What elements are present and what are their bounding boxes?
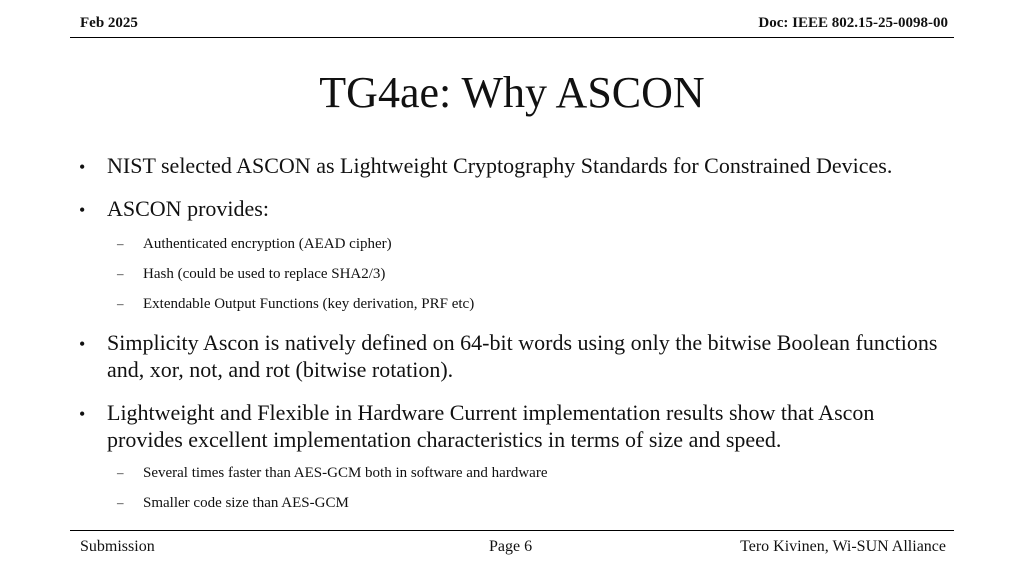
sub-list xyxy=(0,235,1024,313)
sub-item xyxy=(117,265,923,283)
footer-page-number: Page 6 xyxy=(489,538,533,555)
bullet-text: NIST selected ASCON as Lightweight Cryptography Standards for Constrained Devices. xyxy=(107,153,893,178)
dash-marker-icon: – xyxy=(117,236,124,251)
footer-divider xyxy=(70,530,954,531)
bullet-text: Lightweight and Flexible in Hardware Current implementation results show that Ascon provides excellent implementation characteristics in terms of size and speed. xyxy=(107,400,875,452)
bullet-item xyxy=(79,329,943,383)
bullet-text: ASCON provides: xyxy=(107,196,269,221)
bullet-marker-icon: • xyxy=(79,404,86,424)
sub-list xyxy=(0,464,1024,512)
sub-item-text: Hash (could be used to replace SHA2/3) xyxy=(143,266,386,282)
header-doc-id: Doc: IEEE 802.15-25-0098-00 xyxy=(758,15,948,31)
bullet-marker-icon: • xyxy=(79,334,86,354)
sub-item-text: Authenticated encryption (AEAD cipher) xyxy=(143,236,392,252)
sub-item xyxy=(117,464,923,482)
dash-marker-icon: – xyxy=(117,266,124,281)
sub-item xyxy=(117,235,923,253)
sub-item-text: Smaller code size than AES-GCM xyxy=(143,495,349,511)
sub-item xyxy=(117,295,923,313)
sub-item-text: Extendable Output Functions (key derivation, PRF etc) xyxy=(143,296,475,312)
header-divider xyxy=(70,37,954,38)
bullet-item xyxy=(79,195,943,222)
bullet-marker-icon: • xyxy=(79,200,86,220)
bullet-item xyxy=(79,399,943,453)
bullet-text: Simplicity Ascon is natively defined on 64-bit words using only the bitwise Boolean functions and, xor, not, and rot (bitwise rotation). xyxy=(107,330,938,382)
dash-marker-icon: – xyxy=(117,495,124,510)
slide-title: TG4ae: Why ASCON xyxy=(319,68,705,117)
slide-body xyxy=(0,152,1024,533)
bullet-item xyxy=(79,152,943,179)
sub-item xyxy=(117,494,923,512)
sub-item-text: Several times faster than AES-GCM both in software and hardware xyxy=(143,465,548,481)
footer-author: Tero Kivinen, Wi-SUN Alliance xyxy=(740,538,946,555)
header-date: Feb 2025 xyxy=(80,15,138,31)
dash-marker-icon: – xyxy=(117,465,124,480)
dash-marker-icon: – xyxy=(117,296,124,311)
footer-submission: Submission xyxy=(80,538,155,555)
bullet-marker-icon: • xyxy=(79,157,86,177)
